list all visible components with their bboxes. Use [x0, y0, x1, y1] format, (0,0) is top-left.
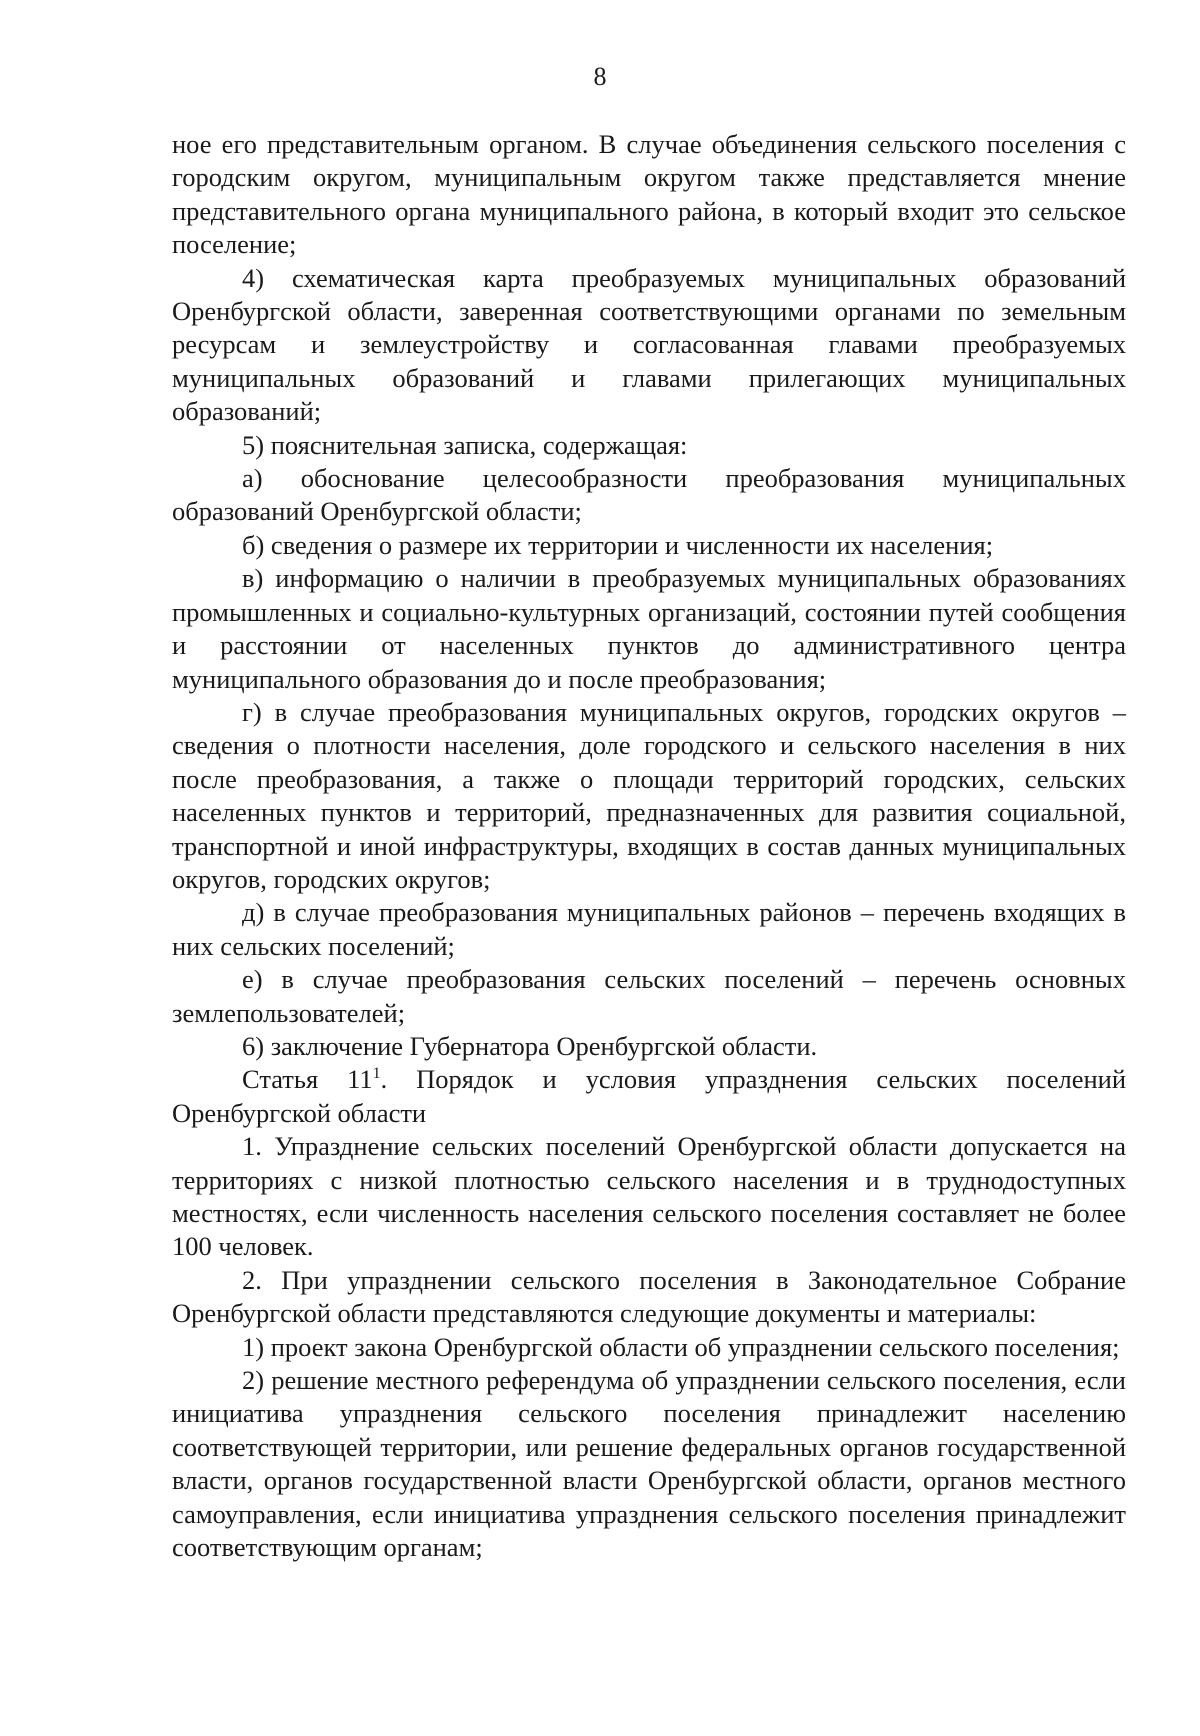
paragraph-subitem-g: г) в случае преобразования муниципальных округов, городских округов – сведения о плотности населения, доле городского и сельского населения в них после преобразования, а также о площади территорий городских, сельских населенных пунктов и территорий, предназначенных для развития социальной, транспортной и иной инфраструктуры, входящих в состав данных муниципальных округов, городских округов; [172, 696, 1126, 894]
paragraph-subitem-e: е) в случае преобразования сельских поселений – перечень основных землепользователей; [172, 964, 1126, 1028]
paragraph-subitem-a: а) обоснование целесообразности преобразования муниципальных образований Оренбургской области; [172, 463, 1126, 527]
article-heading-prefix: Статья 11 [242, 1064, 373, 1095]
paragraph-subitem-b: б) сведения о размере их территории и численности их населения; [242, 529, 994, 560]
paragraph-clause-1: 1. Упразднение сельских поселений Оренбургской области допускается на территориях с низкой плотностью сельского населения и в труднодоступных местностях, если численность населения сельского поселения составляет не более 100 человек. [172, 1131, 1126, 1262]
paragraph-continuation: ное его представительным органом. В случае объединения сельского поселения с городским округом, муниципальным округом также представляется мнение представительного органа муниципального района, в который входит это сельское поселение; [172, 129, 1126, 260]
paragraph-subitem-d: д) в случае преобразования муниципальных районов – перечень входящих в них сельских поселений; [172, 897, 1126, 961]
paragraph-item-4-map: 4) схематическая карта преобразуемых муниципальных образований Оренбургской области, заверенная соответствующими органами по земельным ресурсам и землеустройству и согласованная главами преобразуемых муниципальных образований и главами прилегающих муниципальных образований; [172, 262, 1126, 427]
article-heading-title: . Порядок и условия упразднения сельских поселений Оренбургской области [172, 1064, 1127, 1128]
paragraph-item-5-note: 5) пояснительная записка, содержащая: [242, 429, 688, 460]
paragraph-clause-2-item-1: 1) проект закона Оренбургской области об упразднении сельского поселения; [242, 1331, 1120, 1362]
article-heading [172, 1063, 1126, 1130]
paragraph-clause-2: 2. При упразднении сельского поселения в Законодательное Собрание Оренбургской области представляются следующие документы и материалы: [172, 1264, 1126, 1329]
page-number: 8 [593, 62, 607, 91]
paragraph-item-6-conclusion: 6) заключение Губернатора Оренбургской области. [242, 1030, 818, 1061]
article-heading-superscript: 1 [372, 1065, 381, 1083]
paragraph-clause-2-item-2: 2) решение местного референдума об упразднении сельского поселения, если инициатива упразднения сельского поселения принадлежит населению соответствующей территории, или решение федеральных органов государственной власти, органов государственной власти Оренбургской области, органов местного самоуправления, если инициатива упразднения сельского поселения принадлежит соответствующим органам; [172, 1365, 1126, 1563]
document-body [172, 128, 1126, 1564]
paragraph-subitem-v: в) информацию о наличии в преобразуемых муниципальных образованиях промышленных и социально-культурных организаций, состоянии путей сообщения и расстоянии от населенных пунктов до административного центра муниципального образования до и после преобразования; [172, 563, 1126, 694]
